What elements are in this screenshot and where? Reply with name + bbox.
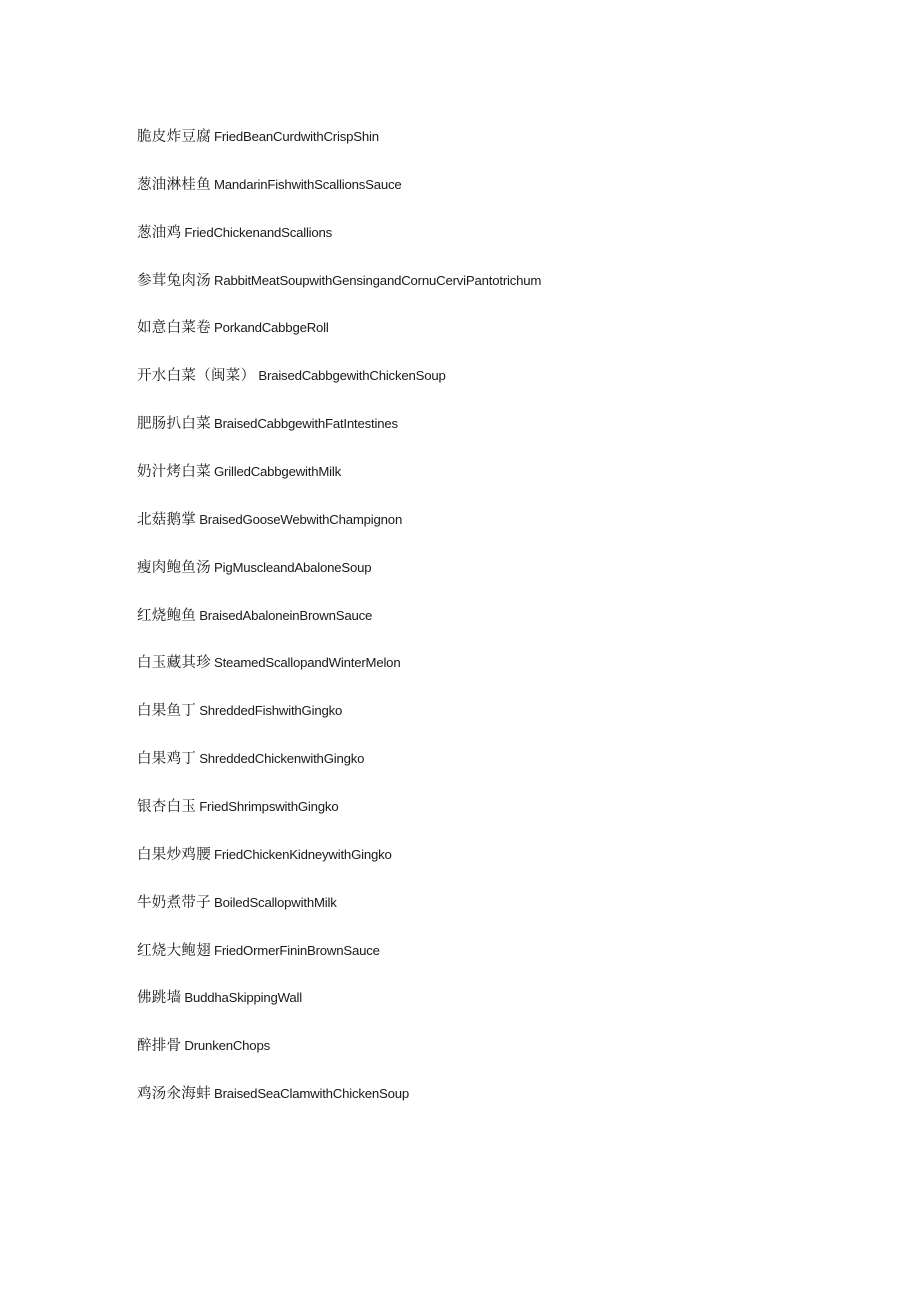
dish-name-chinese: 葱油鸡 <box>137 224 182 241</box>
dish-name-english: PigMuscleandAbaloneSoup <box>214 559 372 575</box>
dish-name-english: PorkandCabbgeRoll <box>214 320 329 336</box>
dish-name-chinese: 开水白菜（闽菜） <box>137 368 256 385</box>
dish-name-english: ShreddedFishwithGingko <box>199 703 343 719</box>
dish-name-chinese: 白果鸡丁 <box>137 751 197 768</box>
dish-name-chinese: 白果鱼丁 <box>137 703 197 720</box>
dish-name-english: FriedBeanCurdwithCrispShin <box>214 129 379 144</box>
dish-name-chinese: 肥肠扒白菜 <box>137 416 211 433</box>
list-item <box>137 413 857 461</box>
list-item <box>137 270 857 318</box>
list-item <box>137 892 857 940</box>
list-item <box>137 652 857 700</box>
list-item <box>137 940 857 988</box>
dish-name-chinese: 红烧鲍鱼 <box>137 607 197 624</box>
list-item <box>137 1083 857 1131</box>
dish-name-english: RabbitMeatSoupwithGensingandCornuCerviPantotrichum <box>214 272 542 288</box>
list-item <box>137 317 857 365</box>
dish-name-english: GrilledCabbgewithMilk <box>214 464 341 480</box>
list-item <box>137 557 857 605</box>
list-item <box>137 174 857 222</box>
dish-name-english: MandarinFishwithScallionsSauce <box>214 176 402 192</box>
dish-name-english: BraisedCabbgewithChickenSoup <box>258 368 446 384</box>
dish-name-chinese: 红烧大鲍翅 <box>137 942 211 959</box>
dish-name-english: FriedChickenandScallions <box>184 224 333 240</box>
list-item <box>137 844 857 892</box>
dish-name-english: BuddhaSkippingWall <box>184 990 303 1006</box>
dish-name-chinese: 白玉藏其珍 <box>137 655 211 672</box>
list-item <box>137 461 857 509</box>
list-item <box>137 987 857 1035</box>
dish-name-chinese: 佛跳墙 <box>137 990 182 1007</box>
dish-name-english: BraisedGooseWebwithChampignon <box>199 511 403 527</box>
list-item <box>137 796 857 844</box>
dish-name-chinese: 鸡汤氽海蚌 <box>137 1086 211 1103</box>
dish-name-chinese: 葱油淋桂鱼 <box>137 176 211 193</box>
list-item <box>137 222 857 270</box>
dish-name-english: DrunkenChops <box>184 1038 270 1054</box>
dish-name-chinese: 银杏白玉 <box>137 799 197 816</box>
dish-name-english: FriedChickenKidneywithGingko <box>214 846 392 862</box>
dish-name-chinese: 醉排骨 <box>137 1038 182 1055</box>
list-item <box>137 605 857 653</box>
list-item <box>137 1035 857 1083</box>
list-item <box>137 748 857 796</box>
list-item <box>137 365 857 413</box>
dish-name-chinese: 奶汁烤白菜 <box>137 464 211 481</box>
dish-name-chinese: 白果炒鸡腰 <box>137 846 211 863</box>
dish-name-chinese: 瘦肉鲍鱼汤 <box>137 559 211 576</box>
dish-name-english: ShreddedChickenwithGingko <box>199 751 365 767</box>
dish-name-chinese: 脆皮炸豆腐 <box>137 129 211 145</box>
dish-name-chinese: 北菇鹅掌 <box>137 511 197 528</box>
dish-name-chinese: 参茸兔肉汤 <box>137 272 211 289</box>
dish-name-english: BraisedSeaClamwithChickenSoup <box>214 1086 410 1102</box>
list-item <box>137 509 857 557</box>
dish-name-english: SteamedScallopandWinterMelon <box>214 655 401 671</box>
dish-name-english: BraisedAbaloneinBrownSauce <box>199 607 373 623</box>
dish-name-english: FriedShrimpswithGingko <box>199 799 339 815</box>
dish-name-english: BraisedCabbgewithFatIntestines <box>214 416 398 432</box>
list-item <box>137 126 857 174</box>
dish-list <box>137 126 857 1131</box>
dish-name-english: BoiledScallopwithMilk <box>214 894 337 910</box>
dish-name-chinese: 牛奶煮带子 <box>137 894 211 911</box>
dish-name-english: FriedOrmerFininBrownSauce <box>214 942 380 958</box>
dish-name-chinese: 如意白菜卷 <box>137 320 211 337</box>
list-item <box>137 700 857 748</box>
